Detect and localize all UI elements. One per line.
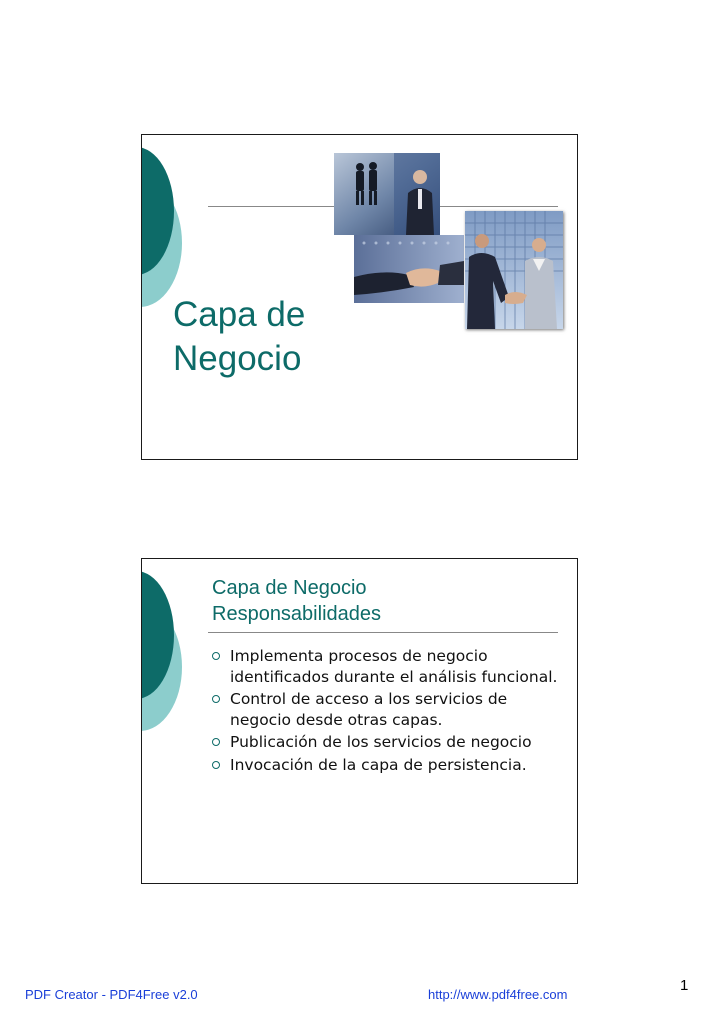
page-number: 1 [680, 977, 689, 994]
bullet-text: Control de acceso a los servicios de negocio desde otras capas. [230, 690, 508, 729]
slide-2-decoration [142, 559, 212, 759]
bullet-text: Invocación de la capa de persistencia. [230, 755, 527, 774]
footer-url-link[interactable]: http://www.pdf4free.com [428, 987, 568, 1002]
slide-1-title [173, 293, 305, 381]
slide-1-title-line-1: Capa de [173, 295, 306, 334]
business-people-walking-photo [334, 153, 440, 235]
slide-1-title-line-2: Negocio [173, 339, 302, 378]
slide-2-bullet-list [212, 646, 562, 777]
list-item [212, 732, 562, 753]
circle-bullet-icon [212, 761, 220, 769]
bullet-text: Publicación de los servicios de negocio [230, 733, 532, 751]
list-item [212, 689, 562, 730]
slide-2-title-line-2: Responsabilidades [212, 603, 382, 625]
footer-creator-label: PDF Creator - PDF4Free v2.0 [25, 987, 198, 1002]
circle-bullet-icon [212, 695, 220, 703]
slide-2 [141, 558, 578, 884]
circle-bullet-icon [212, 738, 220, 746]
list-item [212, 646, 562, 687]
circle-bullet-icon [212, 652, 220, 660]
slide-2-title [212, 575, 381, 627]
businessmen-handshake-skyscraper-photo [465, 211, 563, 329]
slide-1 [141, 134, 578, 460]
list-item [212, 755, 562, 776]
handshake-photo [354, 235, 464, 303]
bullet-text: Implementa procesos de negocio identificados durante el análisis funcional. [230, 647, 558, 686]
slide-2-title-line-1: Capa de Negocio [212, 577, 367, 599]
slide-2-title-rule [208, 632, 558, 633]
